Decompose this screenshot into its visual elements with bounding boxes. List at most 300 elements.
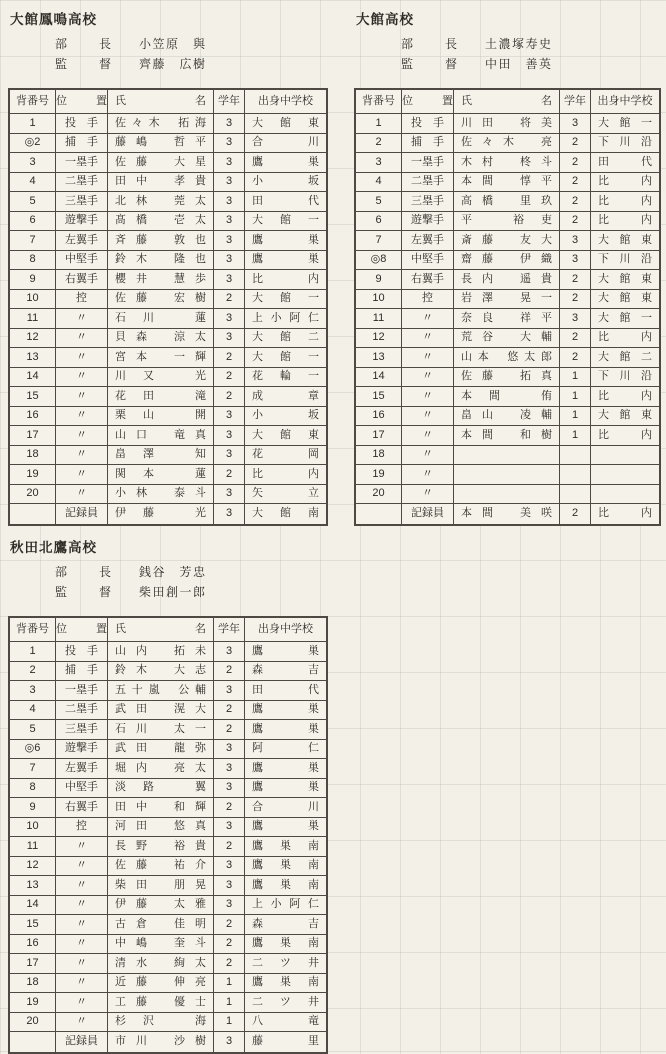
table-row bbox=[10, 818, 326, 838]
cell-name: 石 川 太 一 bbox=[108, 720, 214, 740]
cell-name: 田 中 和 輝 bbox=[108, 798, 214, 818]
cell-position: 三塁手 bbox=[56, 720, 108, 740]
cell-school: 比 内 bbox=[591, 192, 659, 212]
cell-grade: 3 bbox=[214, 681, 245, 701]
table-header-row bbox=[356, 90, 659, 114]
cell-name: 高 橋 里 玖 bbox=[454, 192, 560, 212]
cell-name: 関 本 蓮 bbox=[108, 465, 214, 485]
cell-number: ◎8 bbox=[356, 251, 402, 271]
cell-name: 荒 谷 大 輔 bbox=[454, 329, 560, 349]
cell-number: 3 bbox=[356, 153, 402, 173]
cell-school: 鷹 巣 bbox=[245, 779, 326, 799]
cell-school: 阿 仁 bbox=[245, 740, 326, 760]
col-header-position: 位 置 bbox=[402, 90, 454, 114]
cell-name: 杉 沢 海 bbox=[108, 1013, 214, 1033]
cell-name: 鈴 木 隆 也 bbox=[108, 251, 214, 271]
cell-number: 16 bbox=[10, 407, 56, 427]
staff-role-label: 監 督 bbox=[55, 584, 111, 599]
cell-name: 鈴 木 大 志 bbox=[108, 662, 214, 682]
cell-grade: 3 bbox=[214, 779, 245, 799]
cell-school: 比 内 bbox=[591, 329, 659, 349]
cell-name: 長 野 裕 貴 bbox=[108, 837, 214, 857]
cell-school: 鷹 巣 bbox=[245, 759, 326, 779]
cell-number: 20 bbox=[10, 1013, 56, 1033]
cell-name: 畠 澤 知 bbox=[108, 446, 214, 466]
cell-school: 比 内 bbox=[591, 387, 659, 407]
cell-position: 記録員 bbox=[402, 504, 454, 524]
cell-name: 堀 内 亮 太 bbox=[108, 759, 214, 779]
cell-number: 10 bbox=[10, 818, 56, 838]
cell-grade: 3 bbox=[214, 1032, 245, 1052]
cell-name: 川 田 将 美 bbox=[454, 114, 560, 134]
roster-table bbox=[8, 88, 328, 526]
table-row bbox=[10, 173, 326, 193]
cell-school: 鷹 巣 bbox=[245, 642, 326, 662]
table-row bbox=[10, 387, 326, 407]
cell-number: 6 bbox=[10, 212, 56, 232]
table-row bbox=[356, 114, 659, 134]
cell-name: 山 口 竜 真 bbox=[108, 426, 214, 446]
cell-position: 捕 手 bbox=[56, 134, 108, 154]
table-row bbox=[356, 387, 659, 407]
cell-number: 17 bbox=[356, 426, 402, 446]
col-header-name: 氏 名 bbox=[108, 90, 214, 114]
table-row bbox=[356, 348, 659, 368]
cell-school: 大 館 一 bbox=[591, 309, 659, 329]
cell-number: 14 bbox=[356, 368, 402, 388]
cell-number: 8 bbox=[10, 779, 56, 799]
staff-line bbox=[401, 53, 661, 73]
cell-school: 花 岡 bbox=[245, 446, 326, 466]
cell-number: 1 bbox=[356, 114, 402, 134]
cell-number: ◎2 bbox=[10, 134, 56, 154]
cell-name bbox=[454, 465, 560, 485]
table-row bbox=[10, 290, 326, 310]
cell-position: 記録員 bbox=[56, 504, 108, 524]
cell-school: 大 館 一 bbox=[245, 290, 326, 310]
cell-name: 佐 々 木 拓 海 bbox=[108, 114, 214, 134]
cell-position: 記録員 bbox=[56, 1032, 108, 1052]
cell-grade: 2 bbox=[560, 134, 591, 154]
cell-school: 合 川 bbox=[245, 134, 326, 154]
cell-name: 藤 嶋 哲 平 bbox=[108, 134, 214, 154]
cell-name: 古 倉 佳 明 bbox=[108, 915, 214, 935]
cell-number: 3 bbox=[10, 153, 56, 173]
table-row bbox=[10, 329, 326, 349]
cell-number: 11 bbox=[356, 309, 402, 329]
cell-number: 20 bbox=[356, 485, 402, 505]
cell-grade: 2 bbox=[214, 662, 245, 682]
cell-number: 2 bbox=[356, 134, 402, 154]
table-row bbox=[10, 759, 326, 779]
cell-grade: 2 bbox=[214, 954, 245, 974]
cell-position: 右翼手 bbox=[56, 270, 108, 290]
cell-position: 投 手 bbox=[56, 642, 108, 662]
cell-number: 16 bbox=[356, 407, 402, 427]
cell-school: 藤 里 bbox=[252, 1035, 319, 1048]
cell-school: 二 ツ 井 bbox=[245, 993, 326, 1013]
roster-table bbox=[354, 88, 661, 526]
cell-school: 下 川 沿 bbox=[591, 368, 659, 388]
cell-number: 16 bbox=[10, 935, 56, 955]
cell-position: 〃 bbox=[402, 407, 454, 427]
cell-number: 17 bbox=[10, 426, 56, 446]
table-row bbox=[356, 173, 659, 193]
cell-number: 15 bbox=[10, 387, 56, 407]
cell-name: 長 内 遥 貴 bbox=[454, 270, 560, 290]
cell-position: 〃 bbox=[56, 368, 108, 388]
table-row bbox=[10, 251, 326, 271]
table-row bbox=[10, 348, 326, 368]
cell-school: 田 代 bbox=[245, 681, 326, 701]
table-row bbox=[10, 993, 326, 1013]
table-row bbox=[10, 896, 326, 916]
cell-position: 遊撃手 bbox=[56, 740, 108, 760]
table-row bbox=[10, 407, 326, 427]
cell-grade: 1 bbox=[214, 1013, 245, 1033]
table-row bbox=[356, 329, 659, 349]
cell-school: 大 館 東 bbox=[245, 426, 326, 446]
cell-school: 比 内 bbox=[591, 212, 659, 232]
cell-school: 大 館 二 bbox=[591, 348, 659, 368]
cell-position: 遊撃手 bbox=[402, 212, 454, 232]
col-header-number: 背番号 bbox=[10, 90, 56, 114]
cell-grade: 3 bbox=[214, 134, 245, 154]
cell-school: 矢 立 bbox=[245, 485, 326, 505]
cell-school: 比 内 bbox=[598, 507, 652, 520]
cell-school: 比 内 bbox=[245, 270, 326, 290]
cell-number: 10 bbox=[10, 290, 56, 310]
cell-grade: 3 bbox=[214, 504, 245, 524]
cell-grade: 2 bbox=[214, 387, 245, 407]
table-row bbox=[356, 192, 659, 212]
staff-role-label: 部 長 bbox=[55, 564, 111, 579]
cell-school: 上 小 阿 仁 bbox=[245, 309, 326, 329]
cell-name: 工 藤 優 士 bbox=[108, 993, 214, 1013]
cell-number: 5 bbox=[356, 192, 402, 212]
cell-grade: 3 bbox=[214, 818, 245, 838]
cell-position: 〃 bbox=[56, 876, 108, 896]
cell-number: 17 bbox=[10, 954, 56, 974]
col-header-grade: 学年 bbox=[214, 90, 245, 114]
cell-grade: 3 bbox=[214, 153, 245, 173]
cell-grade bbox=[560, 465, 591, 485]
cell-school bbox=[591, 485, 659, 505]
cell-number bbox=[10, 504, 56, 524]
cell-position: 〃 bbox=[56, 407, 108, 427]
school-roster-homei bbox=[8, 6, 328, 526]
cell-position: 三塁手 bbox=[402, 192, 454, 212]
cell-number: 14 bbox=[10, 368, 56, 388]
staff-role-label: 部 長 bbox=[55, 36, 111, 51]
cell-grade: 3 bbox=[214, 329, 245, 349]
cell-grade: 2 bbox=[214, 837, 245, 857]
cell-number: 19 bbox=[10, 993, 56, 1013]
cell-number bbox=[356, 504, 402, 524]
cell-number: 12 bbox=[10, 329, 56, 349]
cell-grade: 1 bbox=[560, 387, 591, 407]
cell-grade: 2 bbox=[560, 192, 591, 212]
table-row bbox=[356, 212, 659, 232]
table-row bbox=[356, 290, 659, 310]
cell-grade: 3 bbox=[214, 212, 245, 232]
cell-name: 佐 藤 祐 介 bbox=[108, 857, 214, 877]
cell-position: 〃 bbox=[56, 446, 108, 466]
cell-number: 7 bbox=[10, 759, 56, 779]
cell-position: 三塁手 bbox=[56, 192, 108, 212]
cell-grade: 3 bbox=[214, 270, 245, 290]
cell-school: 大 館 二 bbox=[245, 329, 326, 349]
cell-position: 左翼手 bbox=[56, 231, 108, 251]
school-roster-hokuyo bbox=[8, 534, 328, 1054]
table-row bbox=[10, 681, 326, 701]
cell-name bbox=[454, 446, 560, 466]
cell-grade: 2 bbox=[214, 935, 245, 955]
cell-number: 14 bbox=[10, 896, 56, 916]
cell-grade: 2 bbox=[560, 212, 591, 232]
cell-name bbox=[454, 485, 560, 505]
table-row bbox=[356, 465, 659, 485]
cell-number: 1 bbox=[10, 642, 56, 662]
cell-name: 齋 藤 伊 織 bbox=[454, 251, 560, 271]
cell-number: 11 bbox=[10, 309, 56, 329]
cell-position: 〃 bbox=[56, 1013, 108, 1033]
table-row bbox=[356, 270, 659, 290]
cell-name: 武 田 龍 弥 bbox=[108, 740, 214, 760]
cell-position: 〃 bbox=[56, 485, 108, 505]
table-row bbox=[10, 935, 326, 955]
cell-name: 山 本 悠 太 郎 bbox=[454, 348, 560, 368]
table-row bbox=[10, 954, 326, 974]
cell-grade: 1 bbox=[560, 407, 591, 427]
table-row bbox=[10, 153, 326, 173]
table-row bbox=[356, 251, 659, 271]
cell-school: 下 川 沿 bbox=[591, 251, 659, 271]
cell-name: 斎 藤 友 大 bbox=[454, 231, 560, 251]
table-row bbox=[10, 504, 326, 524]
cell-school: 鷹 巣 bbox=[245, 720, 326, 740]
cell-school: 大 館 一 bbox=[245, 212, 326, 232]
cell-name: 淡 路 翼 bbox=[108, 779, 214, 799]
cell-name: 清 水 絢 太 bbox=[108, 954, 214, 974]
cell-position: 〃 bbox=[56, 426, 108, 446]
cell-number: 9 bbox=[10, 798, 56, 818]
col-header-name: 氏 名 bbox=[108, 618, 214, 642]
cell-position: 〃 bbox=[56, 915, 108, 935]
school-name: 大館高校 bbox=[356, 12, 414, 27]
cell-school: 大 館 一 bbox=[245, 348, 326, 368]
cell-position: 〃 bbox=[402, 426, 454, 446]
cell-school bbox=[591, 465, 659, 485]
cell-position: 〃 bbox=[56, 465, 108, 485]
table-row bbox=[10, 915, 326, 935]
cell-number: 19 bbox=[10, 465, 56, 485]
cell-number: 7 bbox=[356, 231, 402, 251]
table-row bbox=[10, 270, 326, 290]
cell-school bbox=[591, 446, 659, 466]
cell-school: 鷹 巣 南 bbox=[245, 935, 326, 955]
table-row bbox=[356, 368, 659, 388]
col-header-grade: 学年 bbox=[560, 90, 591, 114]
cell-name: 柴 田 朋 晃 bbox=[108, 876, 214, 896]
table-body bbox=[10, 114, 326, 524]
cell-position: 右翼手 bbox=[402, 270, 454, 290]
cell-grade: 3 bbox=[214, 485, 245, 505]
cell-name: 河 田 悠 真 bbox=[108, 818, 214, 838]
cell-position: 〃 bbox=[402, 465, 454, 485]
cell-school: 鷹 巣 南 bbox=[245, 876, 326, 896]
cell-name: 佐 藤 大 星 bbox=[108, 153, 214, 173]
table-row bbox=[10, 485, 326, 505]
cell-grade: 1 bbox=[560, 368, 591, 388]
cell-number: 15 bbox=[10, 915, 56, 935]
cell-name: 伊 藤 光 bbox=[108, 504, 214, 524]
cell-position: 〃 bbox=[56, 954, 108, 974]
cell-school: 森 吉 bbox=[245, 662, 326, 682]
cell-position: 〃 bbox=[402, 368, 454, 388]
cell-grade: 3 bbox=[214, 740, 245, 760]
staff-list bbox=[55, 561, 328, 601]
cell-number: 5 bbox=[10, 720, 56, 740]
table-row bbox=[10, 720, 326, 740]
cell-school: 鷹 巣 bbox=[245, 251, 326, 271]
table-row bbox=[10, 642, 326, 662]
cell-position: 〃 bbox=[402, 446, 454, 466]
cell-grade: 2 bbox=[560, 329, 591, 349]
staff-line bbox=[55, 33, 328, 53]
cell-name: 市 川 沙 樹 bbox=[108, 1032, 214, 1052]
cell-name: 伊 藤 太 雅 bbox=[108, 896, 214, 916]
table-row bbox=[10, 426, 326, 446]
cell-name: 近 藤 伸 亮 bbox=[108, 974, 214, 994]
cell-grade: 3 bbox=[214, 192, 245, 212]
table-header-row bbox=[10, 618, 326, 642]
cell-position: 中堅手 bbox=[56, 779, 108, 799]
cell-grade: 2 bbox=[214, 701, 245, 721]
staff-person-name: 中田 善英 bbox=[485, 56, 553, 71]
school-name: 秋田北鷹高校 bbox=[10, 540, 97, 555]
table-row bbox=[356, 153, 659, 173]
table-row bbox=[10, 857, 326, 877]
cell-position: 〃 bbox=[56, 896, 108, 916]
cell-position: 一塁手 bbox=[56, 153, 108, 173]
cell-name: 武 田 滉 大 bbox=[108, 701, 214, 721]
school-name: 大館鳳鳴高校 bbox=[10, 12, 97, 27]
cell-grade: 3 bbox=[560, 114, 591, 134]
cell-grade: 1 bbox=[214, 974, 245, 994]
cell-number: 10 bbox=[356, 290, 402, 310]
cell-school: 比 内 bbox=[245, 465, 326, 485]
cell-name: 佐 藤 拓 真 bbox=[454, 368, 560, 388]
table-row bbox=[10, 1013, 326, 1033]
cell-number: 12 bbox=[10, 857, 56, 877]
cell-grade: 2 bbox=[214, 368, 245, 388]
cell-number: 4 bbox=[356, 173, 402, 193]
cell-grade: 3 bbox=[214, 759, 245, 779]
cell-grade: 2 bbox=[214, 720, 245, 740]
cell-name: 斉 藤 敦 也 bbox=[108, 231, 214, 251]
col-header-school: 出身中学校 bbox=[245, 90, 326, 114]
cell-name: 花 田 滝 bbox=[108, 387, 214, 407]
table-row bbox=[10, 837, 326, 857]
table-row bbox=[356, 134, 659, 154]
cell-grade: 2 bbox=[214, 348, 245, 368]
cell-position: 〃 bbox=[56, 348, 108, 368]
staff-person-name: 柴田創一郎 bbox=[139, 584, 207, 599]
cell-position: 投 手 bbox=[402, 114, 454, 134]
table-row bbox=[10, 798, 326, 818]
cell-school: 鷹 巣 bbox=[245, 701, 326, 721]
staff-line bbox=[55, 581, 328, 601]
table-row bbox=[10, 662, 326, 682]
table-row bbox=[356, 231, 659, 251]
cell-grade: 3 bbox=[214, 857, 245, 877]
cell-position: 〃 bbox=[56, 387, 108, 407]
cell-grade: 2 bbox=[214, 290, 245, 310]
staff-line bbox=[55, 53, 328, 73]
cell-school: 鷹 巣 bbox=[245, 818, 326, 838]
cell-grade: 3 bbox=[560, 251, 591, 271]
staff-person-name: 小笠原 與 bbox=[139, 36, 207, 51]
cell-name: 櫻 井 慧 歩 bbox=[108, 270, 214, 290]
cell-grade: 1 bbox=[560, 426, 591, 446]
cell-number: 1 bbox=[10, 114, 56, 134]
cell-number: 13 bbox=[356, 348, 402, 368]
col-header-grade: 学年 bbox=[214, 618, 245, 642]
cell-position: 〃 bbox=[402, 485, 454, 505]
cell-position: 二塁手 bbox=[56, 173, 108, 193]
cell-position: 〃 bbox=[56, 309, 108, 329]
cell-number: 9 bbox=[356, 270, 402, 290]
staff-line bbox=[401, 33, 661, 53]
table-row bbox=[356, 407, 659, 427]
cell-number: 11 bbox=[10, 837, 56, 857]
cell-grade: 3 bbox=[214, 426, 245, 446]
cell-school: 大 館 東 bbox=[591, 407, 659, 427]
table-row bbox=[356, 504, 659, 524]
table-body bbox=[356, 114, 659, 524]
cell-grade bbox=[560, 485, 591, 505]
school-roster-odate bbox=[354, 6, 661, 526]
cell-position: 〃 bbox=[402, 329, 454, 349]
cell-name: 小 林 泰 斗 bbox=[108, 485, 214, 505]
col-header-name: 氏 名 bbox=[454, 90, 560, 114]
cell-school: 田 代 bbox=[591, 153, 659, 173]
table-row bbox=[10, 192, 326, 212]
table-body bbox=[10, 642, 326, 1052]
table-row bbox=[10, 740, 326, 760]
cell-position: 控 bbox=[56, 818, 108, 838]
cell-number: 13 bbox=[10, 348, 56, 368]
cell-school: 下 川 沿 bbox=[591, 134, 659, 154]
table-row bbox=[10, 465, 326, 485]
cell-grade: 3 bbox=[560, 309, 591, 329]
cell-school: 大 館 東 bbox=[591, 270, 659, 290]
cell-position: 〃 bbox=[56, 857, 108, 877]
cell-grade: 3 bbox=[214, 114, 245, 134]
cell-number: 18 bbox=[10, 974, 56, 994]
cell-grade: 3 bbox=[214, 446, 245, 466]
table-row bbox=[356, 485, 659, 505]
cell-grade: 3 bbox=[214, 407, 245, 427]
cell-position: 中堅手 bbox=[402, 251, 454, 271]
cell-number: 19 bbox=[356, 465, 402, 485]
cell-grade: 2 bbox=[214, 798, 245, 818]
cell-position: 〃 bbox=[56, 993, 108, 1013]
cell-number: ◎6 bbox=[10, 740, 56, 760]
roster-table bbox=[8, 616, 328, 1054]
cell-school: 合 川 bbox=[245, 798, 326, 818]
